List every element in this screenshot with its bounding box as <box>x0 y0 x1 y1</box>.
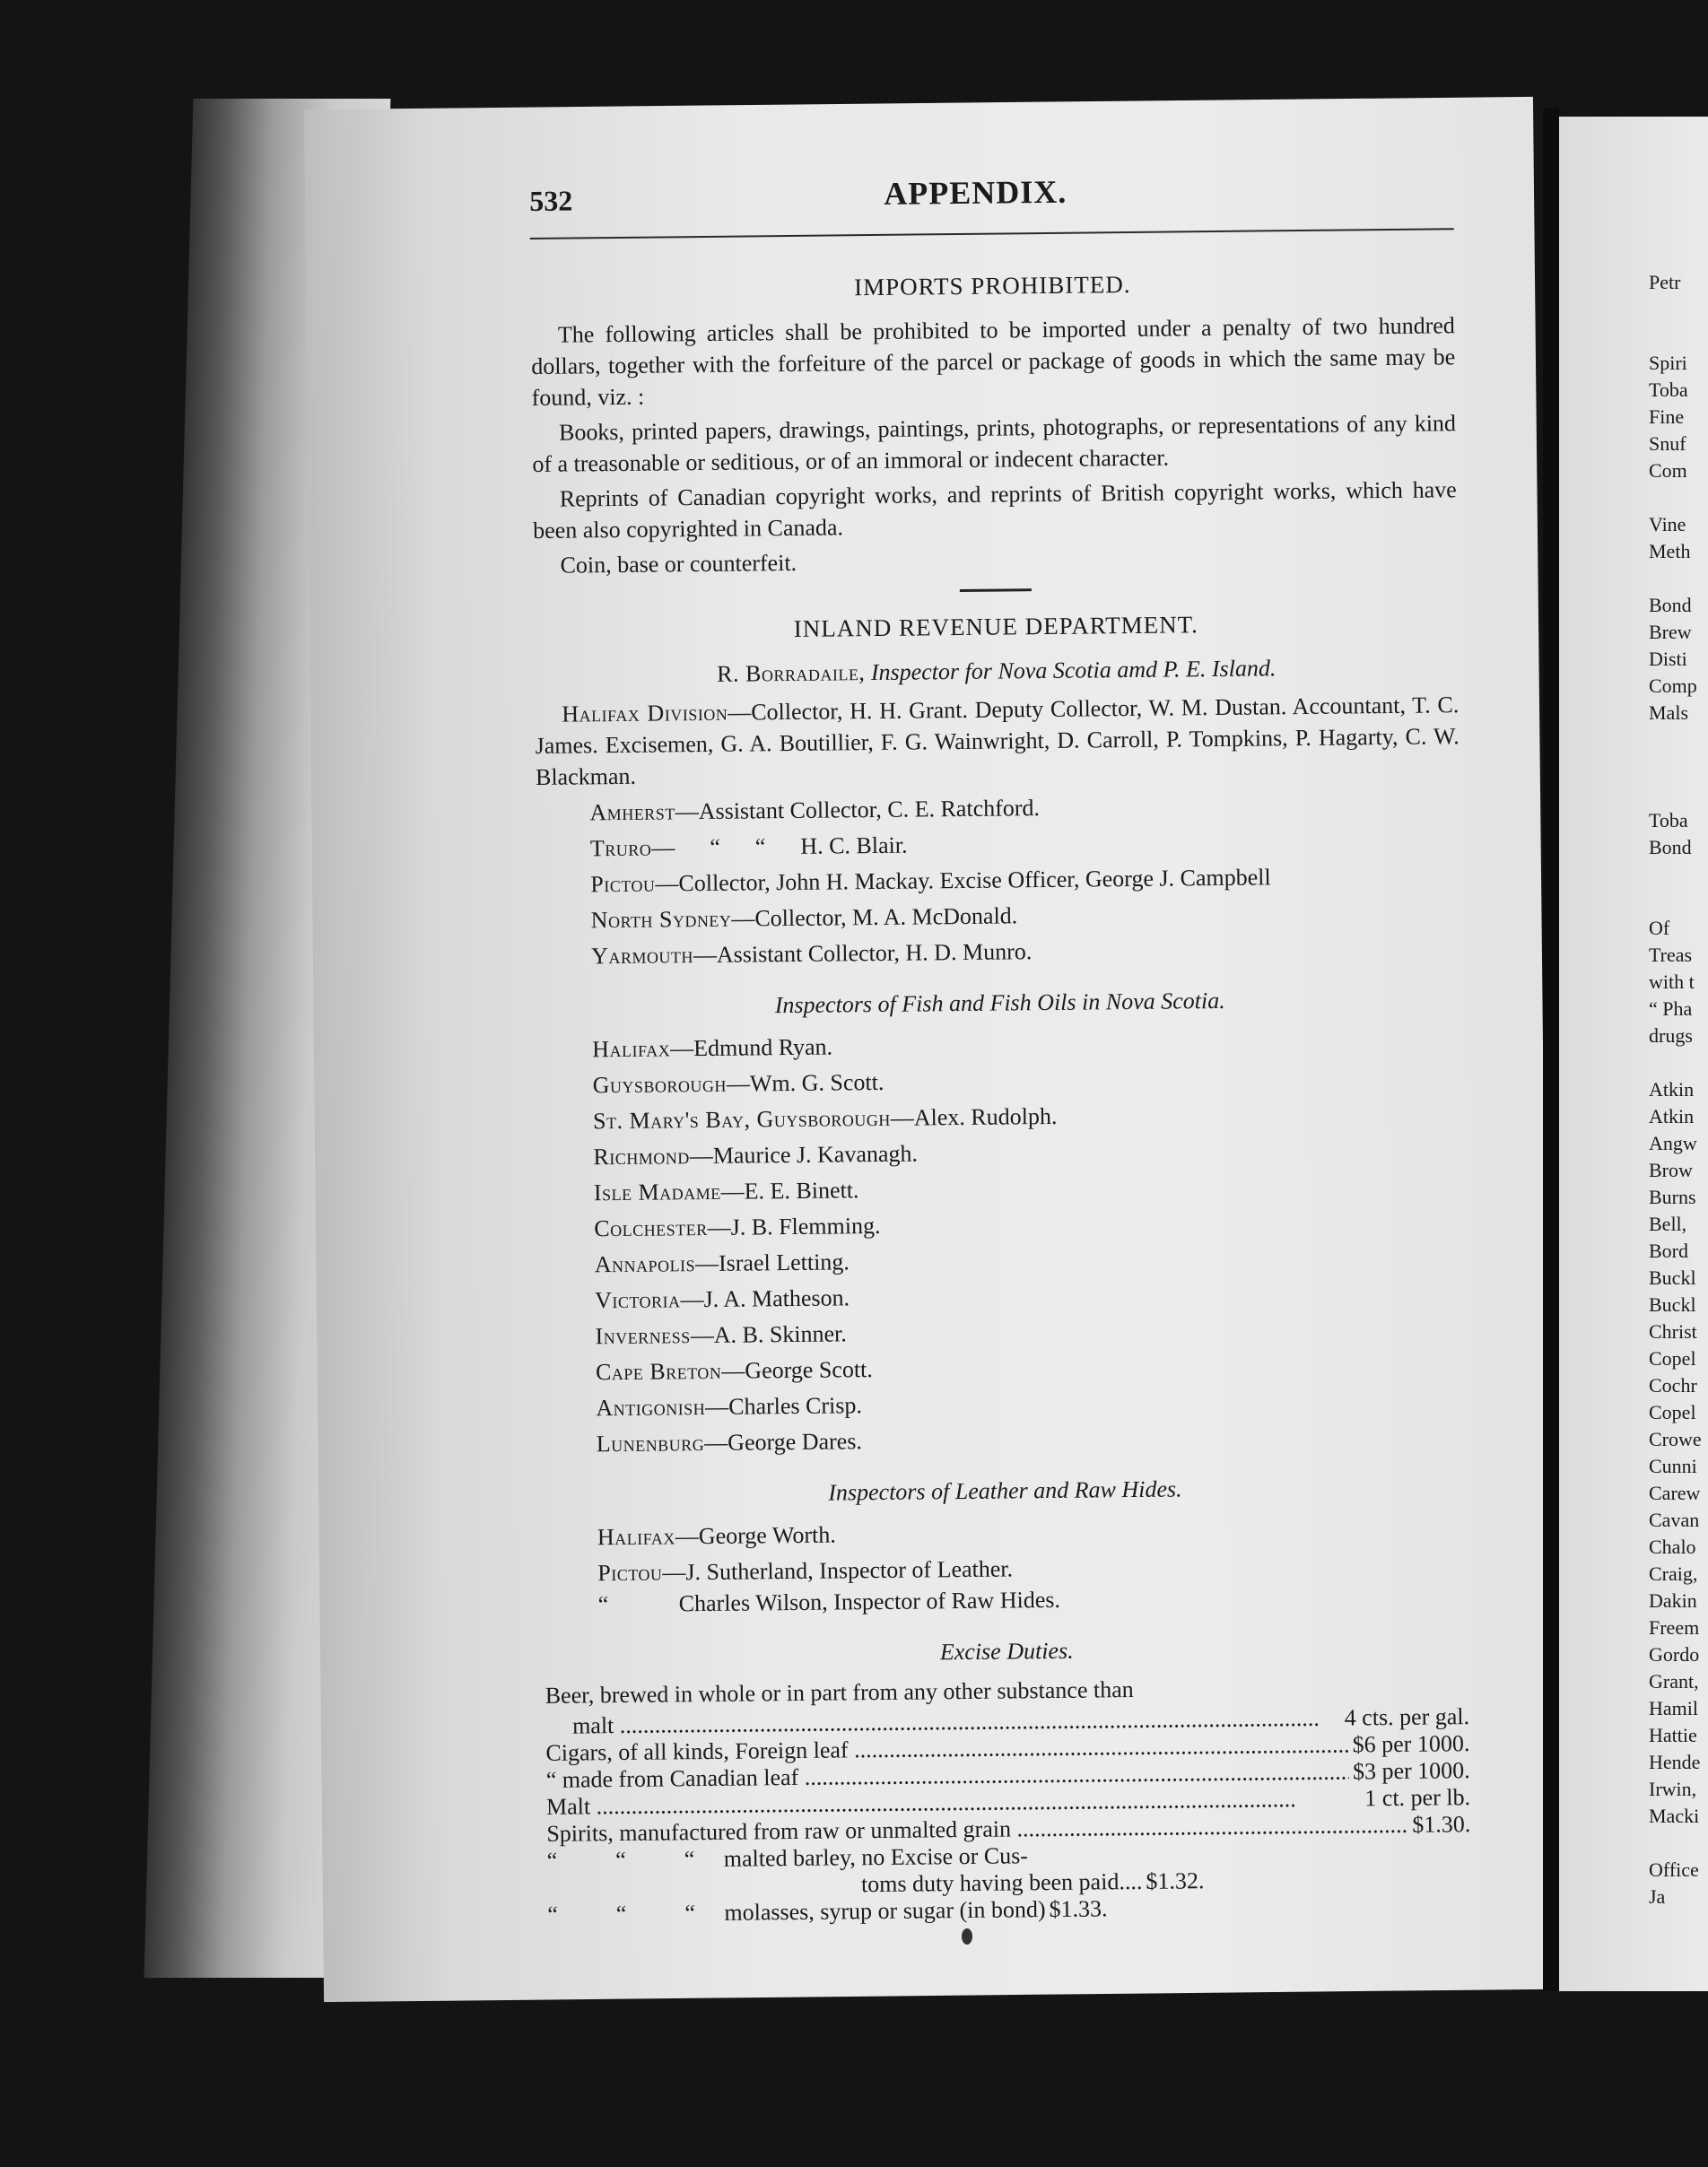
right-page-fragment: Crowe <box>1649 1428 1702 1450</box>
right-page-fragment: Cavan <box>1649 1509 1700 1531</box>
right-page-fragment: Hattie <box>1649 1724 1697 1746</box>
imports-heading: IMPORTS PROHIBITED. <box>853 270 1131 301</box>
fish-place: Guysborough <box>592 1070 728 1099</box>
right-page-fragment: Cunni <box>1649 1455 1697 1477</box>
office-text: — “ “ H. C. Blair. <box>651 831 908 861</box>
excise-label: Spirits, manufactured from raw or unmalted grain ..... <box>546 1812 1408 1848</box>
section-divider <box>960 588 1032 592</box>
fish-inspector-entry <box>540 1168 1464 1209</box>
right-page-fragment <box>1649 296 1708 323</box>
right-page-fragment <box>1649 1830 1708 1857</box>
right-page-fragment: Hende <box>1649 1751 1701 1773</box>
excise-label: malt ..... <box>572 1705 1341 1740</box>
right-page-fragment: Cochr <box>1649 1374 1697 1397</box>
right-page-fragment: Toba <box>1649 379 1688 401</box>
fish-place: Lunenburg <box>596 1430 705 1458</box>
ditto-mark: “ <box>597 1591 609 1618</box>
imports-paragraph-4: Coin, base or counterfeit. <box>560 549 797 579</box>
excise-value: $1.33. <box>1049 1895 1108 1923</box>
excise-row: “ “ “ malted barley, no Excise or Cus- <box>546 1842 1029 1874</box>
excise-label: Cigars, of all kinds, Foreign leaf ..... <box>545 1732 1349 1767</box>
fish-place: Halifax <box>592 1035 671 1063</box>
imports-paragraph-3: Reprints of Canadian copyright works, and reprints of British copyright works, which have been also copyrighted in Canada. <box>533 476 1457 544</box>
fish-place: Cape Breton <box>595 1357 722 1386</box>
right-page-fragment: Of <box>1649 917 1670 939</box>
office-text: —Assistant Collector, C. E. Ratchford. <box>675 795 1041 825</box>
right-page-fragment: Ja <box>1649 1885 1666 1908</box>
office-place: Yarmouth <box>590 942 694 970</box>
imports-paragraph-2: Books, printed papers, drawings, paintings, prints, photographs, or representations of any kind of a treasonable or seditious, or of an immoral or indecent character. <box>532 410 1457 477</box>
leather-inspectors-heading: Inspectors of Leather and Raw Hides. <box>828 1475 1182 1506</box>
excise-value: $3 per 1000. <box>1352 1757 1470 1785</box>
right-page-fragment: Buckl <box>1649 1293 1696 1316</box>
right-page-fragment: Spiri <box>1649 352 1687 374</box>
right-page-fragment: Burns <box>1649 1186 1696 1208</box>
excise-table <box>545 1673 1472 1928</box>
office-place: North Sydney <box>590 905 732 934</box>
fish-place: Annapolis <box>594 1250 696 1278</box>
fish-name: —Israel Letting. <box>694 1249 850 1277</box>
right-page-fragment: Dakin <box>1649 1589 1697 1612</box>
leather-name: Charles Wilson, Inspector of Raw Hides. <box>678 1586 1061 1617</box>
fish-place: St. Mary's Bay, Guysborough <box>592 1104 891 1135</box>
fish-inspectors-list <box>538 1024 1467 1460</box>
right-page-fragment: Atkin <box>1649 1078 1695 1101</box>
right-page-fragment: Bell, <box>1649 1213 1687 1235</box>
right-page-fragment: Copel <box>1649 1401 1696 1423</box>
fish-name: —Edmund Ryan. <box>669 1033 833 1062</box>
fish-place: Colchester <box>594 1214 708 1242</box>
office-place: Amherst <box>589 798 675 826</box>
fish-name: —Charles Crisp. <box>705 1392 863 1421</box>
office-entry <box>536 859 1460 901</box>
right-page-fragment: Office <box>1649 1858 1699 1881</box>
right-page-fragment <box>1649 753 1708 780</box>
office-text: —Collector, John H. Mackay. Excise Officer, George J. Campbell <box>655 864 1271 897</box>
right-page-fragment: Brow <box>1649 1159 1693 1181</box>
fish-place: Inverness <box>595 1322 691 1350</box>
fish-inspector-entry <box>540 1204 1464 1245</box>
fish-inspector-entry <box>538 1060 1462 1101</box>
right-page-fragment: Carew <box>1649 1482 1701 1504</box>
fish-name: —A. B. Skinner. <box>690 1320 847 1349</box>
right-page-fragment <box>1649 727 1708 753</box>
office-place: Pictou <box>590 870 656 898</box>
right-page-fragment: Meth <box>1649 540 1691 562</box>
right-page-fragment <box>1649 484 1708 511</box>
fish-inspector-entry <box>543 1419 1467 1460</box>
fish-place: Antigonish <box>596 1394 706 1422</box>
fish-inspector-entry <box>542 1383 1466 1424</box>
excise-label: “ “ “ molasses, syrup or sugar (in bond) <box>547 1896 1046 1928</box>
office-entry <box>536 823 1460 865</box>
leather-place: Pictou <box>597 1559 663 1587</box>
leather-entry <box>544 1512 1468 1553</box>
fish-name: —George Scott. <box>721 1356 873 1384</box>
leather-name: —J. Sutherland, Inspector of Leather. <box>662 1555 1014 1586</box>
excise-value: $6 per 1000. <box>1352 1730 1470 1758</box>
office-entry <box>536 788 1460 829</box>
excise-beer-line: Beer, brewed in whole or in part from any other substance than <box>545 1676 1134 1709</box>
halifax-division-label: Halifax Division <box>562 699 728 727</box>
fish-name: —Alex. Rudolph. <box>890 1102 1058 1131</box>
right-page-fragment: Buckl <box>1649 1266 1696 1289</box>
right-page-fragment <box>1649 888 1708 915</box>
fish-inspector-entry <box>538 1024 1462 1066</box>
right-page-fragment: Gordo <box>1649 1643 1700 1666</box>
right-page-fragment: Treas <box>1649 944 1693 966</box>
excise-label: toms duty having been paid.... <box>860 1867 1143 1898</box>
page-title: APPENDIX. <box>884 173 1068 212</box>
fish-place: Richmond <box>593 1143 690 1171</box>
leather-place: Halifax <box>597 1523 675 1551</box>
leather-name: —George Worth. <box>675 1521 836 1550</box>
right-page-fragment: Hamil <box>1649 1697 1698 1719</box>
fish-inspector-entry <box>539 1132 1463 1173</box>
inspector-name: R. Borradaile, <box>717 659 866 687</box>
excise-label: “ made from Canadian leaf ..... <box>546 1759 1350 1794</box>
right-page-fragment: Mals <box>1649 701 1688 724</box>
right-page-fragment: with t <box>1649 970 1695 993</box>
office-entry <box>537 895 1461 936</box>
right-page-fragment <box>1649 861 1708 888</box>
right-page-text <box>1649 269 1708 1910</box>
fish-name: —Maurice J. Kavanagh. <box>689 1140 919 1170</box>
excise-value: $1.30. <box>1412 1811 1471 1838</box>
right-page-fragment: Atkin <box>1649 1105 1695 1127</box>
fish-name: —E. E. Binett. <box>720 1177 859 1205</box>
right-page-fragment: Macki <box>1649 1805 1700 1827</box>
fish-inspector-entry <box>541 1311 1465 1353</box>
fish-name: —J. B. Flemming. <box>707 1212 881 1240</box>
right-page-fragment: Com <box>1649 459 1687 482</box>
office-entry <box>537 931 1461 972</box>
right-page-fragment: Chalo <box>1649 1536 1696 1558</box>
fish-inspector-entry <box>539 1096 1463 1137</box>
fish-place: Victoria <box>594 1286 681 1314</box>
right-page-fragment <box>1649 323 1708 350</box>
right-page-fragment: Disti <box>1649 648 1687 670</box>
right-page-fragment: Toba <box>1649 809 1688 831</box>
right-page-fragment: drugs <box>1649 1024 1693 1047</box>
right-page-fragment: Fine <box>1649 405 1685 428</box>
fish-place: Isle Madame <box>593 1178 721 1206</box>
office-place: Truro <box>589 834 652 862</box>
office-text: —Assistant Collector, H. D. Munro. <box>693 938 1033 969</box>
right-page-fragment: Comp <box>1649 674 1697 697</box>
right-page-fragment: Petr <box>1649 271 1681 293</box>
inspector-role: Inspector for Nova Scotia amd P. E. Island. <box>870 655 1277 686</box>
fish-inspector-entry <box>541 1275 1465 1317</box>
inspector-line <box>535 650 1459 692</box>
right-page-fragment <box>1649 565 1708 592</box>
right-page-fragment: Grant, <box>1649 1670 1699 1693</box>
excise-label: Malt ..... <box>546 1785 1362 1821</box>
right-page-fragment: Copel <box>1649 1347 1696 1370</box>
right-page-fragment: Christ <box>1649 1320 1697 1343</box>
right-page-fragment <box>1649 1049 1708 1076</box>
excise-value: $1.32. <box>1146 1867 1205 1894</box>
page-content <box>529 165 1471 1928</box>
right-page-fragment: Bond <box>1649 594 1692 616</box>
ink-mark <box>962 1928 972 1945</box>
fish-inspector-entry <box>542 1347 1466 1388</box>
right-page-fragment <box>1649 780 1708 807</box>
fish-inspectors-heading: Inspectors of Fish and Fish Oils in Nova Scotia. <box>774 987 1225 1019</box>
page-number: 532 <box>529 184 573 217</box>
inland-heading: INLAND REVENUE DEPARTMENT. <box>793 611 1198 642</box>
right-page-fragment: Bord <box>1649 1240 1688 1262</box>
running-header <box>529 165 1454 238</box>
halifax-division <box>535 689 1460 793</box>
fish-name: —George Dares. <box>704 1428 863 1457</box>
office-text: —Collector, M. A. McDonald. <box>731 902 1018 932</box>
right-page-fragment: Brew <box>1649 621 1692 643</box>
excise-heading: Excise Duties. <box>939 1637 1074 1666</box>
excise-value: 4 cts. per gal. <box>1344 1703 1470 1731</box>
fish-name: —J. A. Matheson. <box>680 1284 850 1313</box>
right-page-fragment: Bond <box>1649 836 1692 858</box>
right-page-fragment: Irwin, <box>1649 1778 1697 1800</box>
right-page-fragment: “ Pha <box>1649 997 1693 1020</box>
excise-rows <box>545 1703 1471 1848</box>
fish-name: —Wm. G. Scott. <box>726 1068 884 1097</box>
right-page-fragment: Snuf <box>1649 432 1686 455</box>
excise-value: 1 ct. per lb. <box>1364 1784 1471 1812</box>
right-page-fragment: Freem <box>1649 1616 1700 1639</box>
book-gutter <box>1543 108 1559 1991</box>
right-page-fragment: Angw <box>1649 1132 1697 1154</box>
fish-inspector-entry <box>541 1240 1465 1281</box>
halifax-division-text: —Collector, H. H. Grant. Deputy Collector, W. M. Dustan. Accountant, T. C. James. Excisemen, G. A. Boutillier, F. G. Wainwright, D. Carroll, P. Tompkins, P. Hagarty, C. W. Blackman. <box>535 692 1460 790</box>
right-page-fragment: Craig, <box>1649 1562 1698 1585</box>
right-page-fragment: Vine <box>1649 513 1686 535</box>
imports-paragraph-1: The following articles shall be prohibited to be imported under a penalty of two hundred dollars, together with the forfeiture of the parcel or package of goods in which the same may be found, viz. : <box>531 312 1456 411</box>
